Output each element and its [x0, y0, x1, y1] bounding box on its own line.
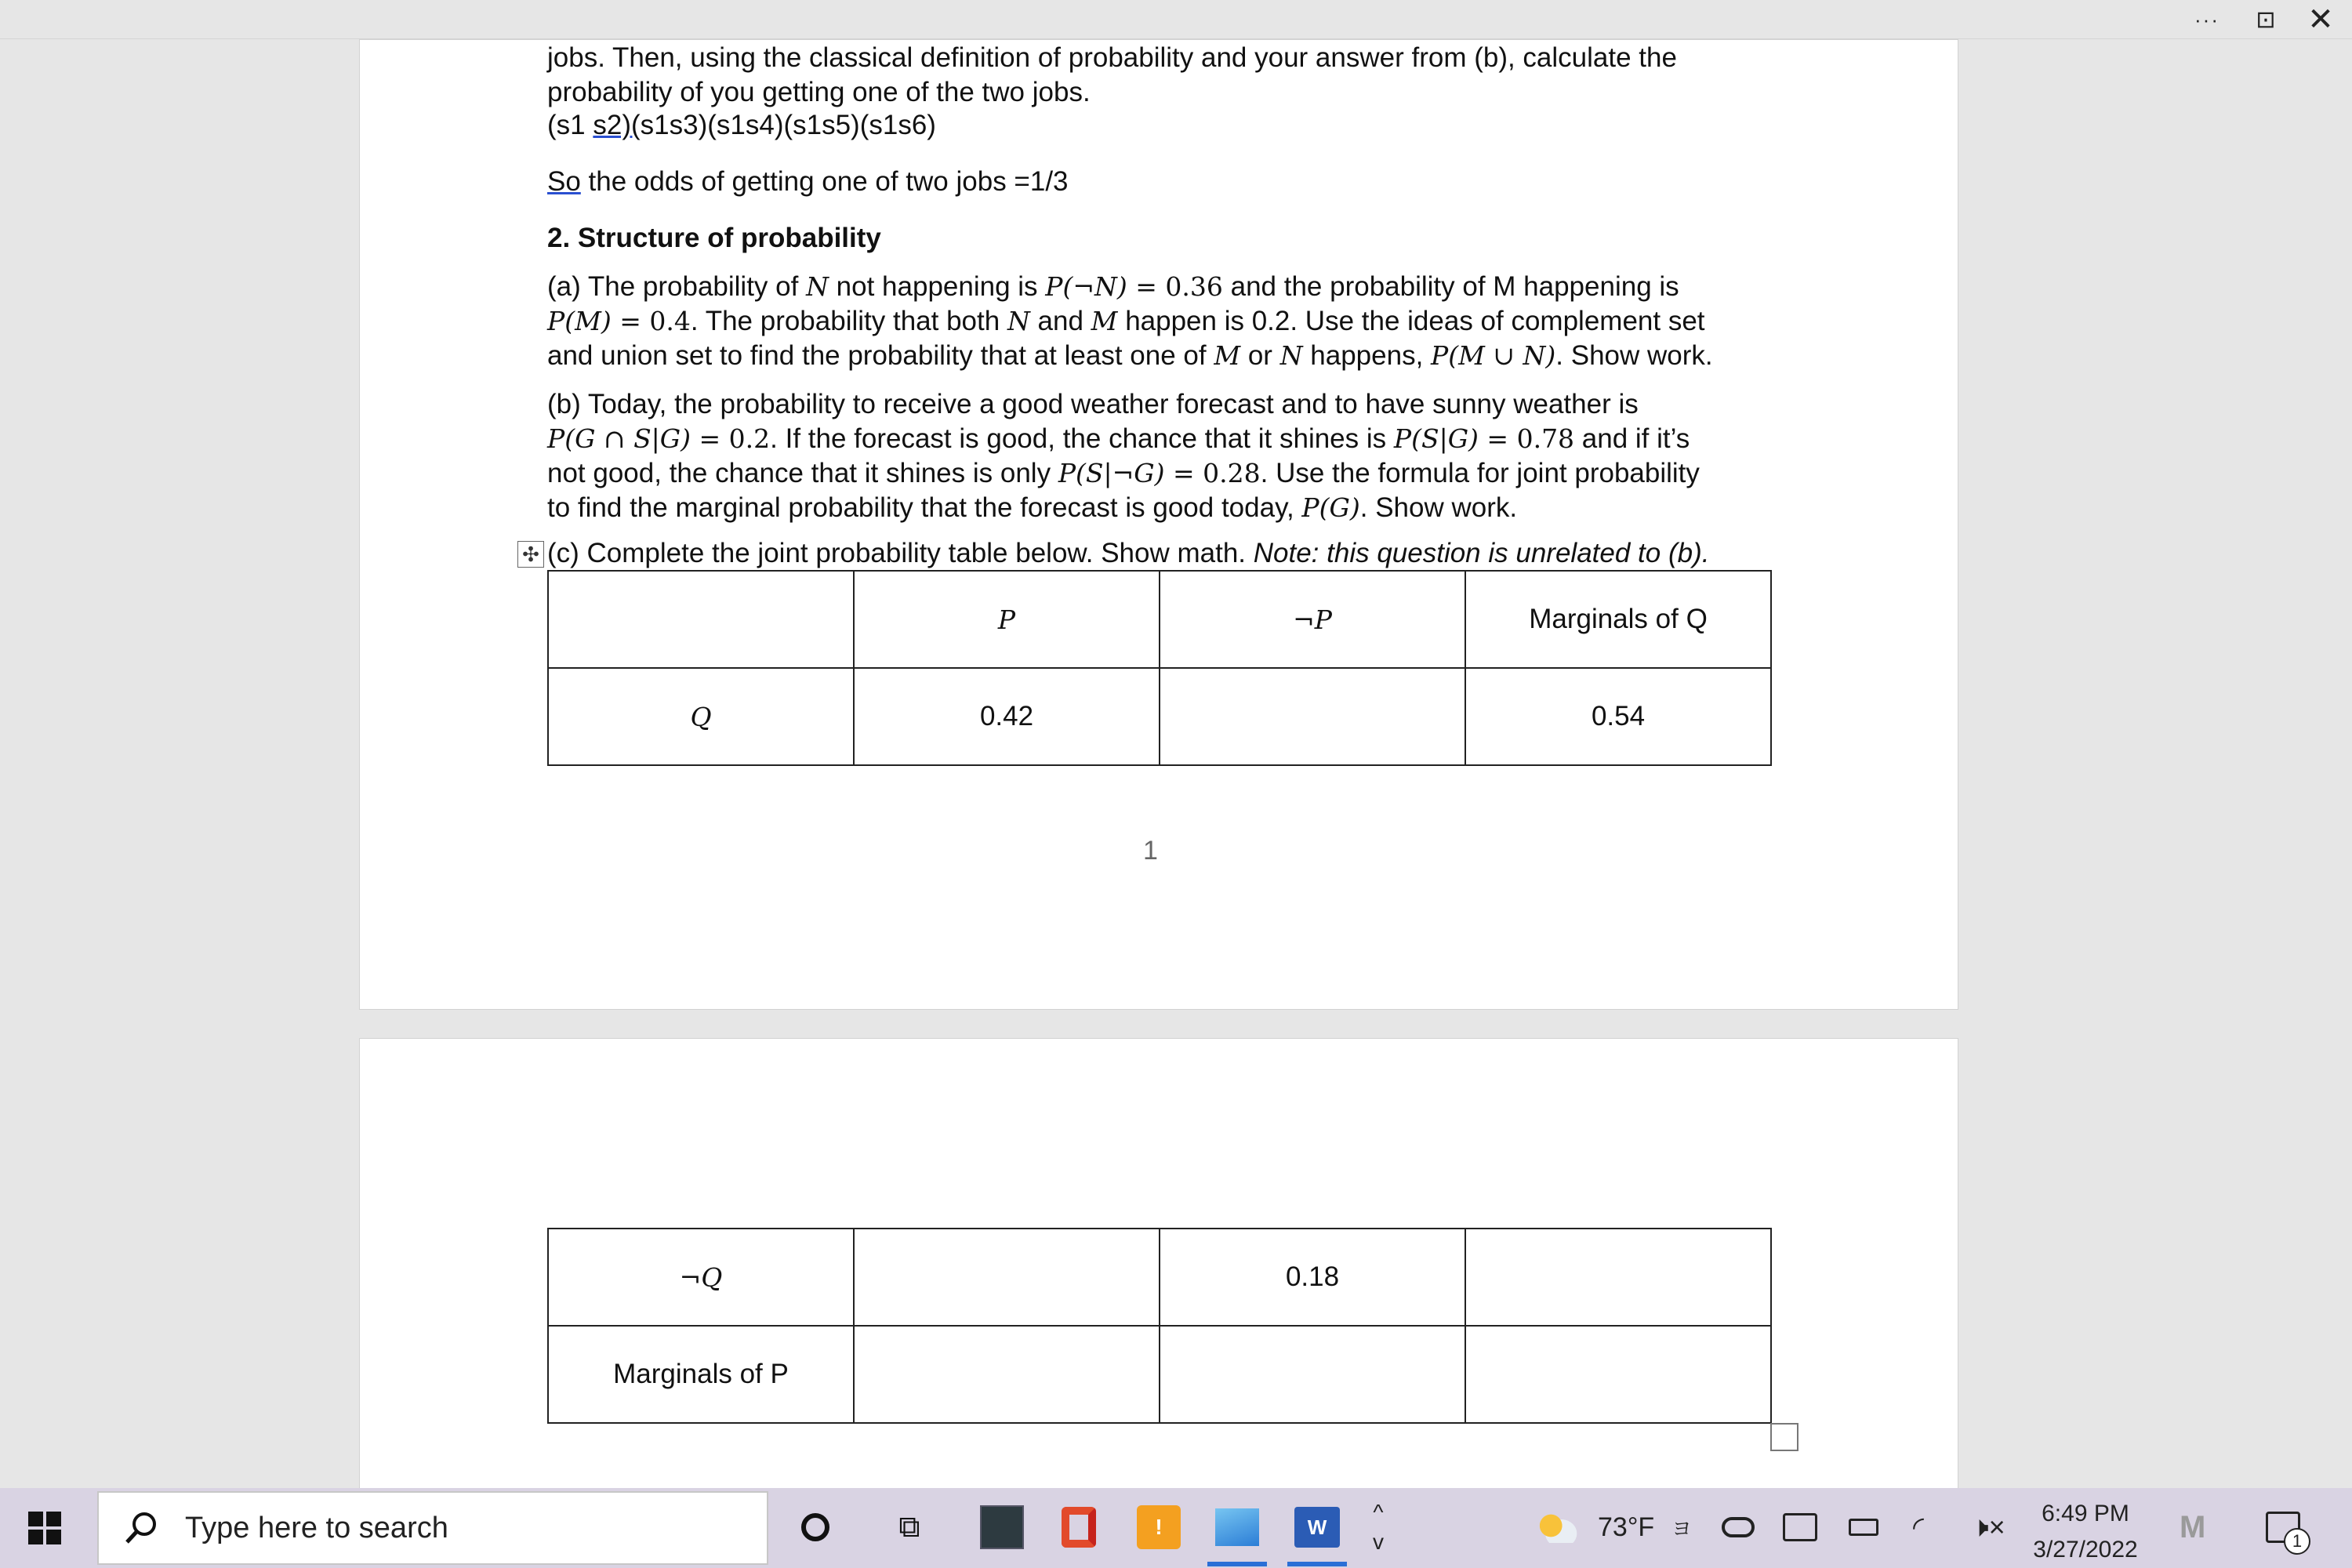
- task-view-icon[interactable]: ⧉: [898, 1510, 920, 1544]
- ime-icon[interactable]: ヨ: [1671, 1516, 1693, 1541]
- table-row-label-marginals-p[interactable]: Marginals of P: [548, 1326, 854, 1423]
- table-move-handle-icon[interactable]: ✣: [517, 541, 544, 568]
- ellipsis-icon[interactable]: ···: [2194, 7, 2220, 31]
- section-heading: 2. Structure of probability: [547, 223, 881, 253]
- search-icon: [124, 1511, 158, 1545]
- chevron-down-icon[interactable]: v: [1373, 1530, 1384, 1554]
- clock[interactable]: [2023, 1496, 2148, 1568]
- windows-start-icon[interactable]: [28, 1512, 61, 1544]
- word-icon[interactable]: W: [1294, 1504, 1341, 1551]
- table-cell[interactable]: [1160, 1326, 1465, 1423]
- table-header-not-p[interactable]: ¬P: [1160, 571, 1465, 668]
- q1-line-2: probability of you getting one of the two jobs.: [547, 77, 1091, 107]
- onedrive-icon[interactable]: [1722, 1504, 1755, 1551]
- table-header-marginals-q[interactable]: Marginals of Q: [1465, 571, 1771, 668]
- clock-time: 6:49 PM: [2042, 1501, 2129, 1526]
- app-icon[interactable]: [978, 1504, 1025, 1551]
- part-a-line-2: P(M) = 0.4. The probability that both N and M happen is 0.2. Use the ideas of complement set: [547, 306, 1705, 336]
- battery-icon[interactable]: [1849, 1504, 1878, 1551]
- close-icon[interactable]: ✕: [2307, 2, 2334, 37]
- q1-line-3: (s1 s2)(s1s3)(s1s4)(s1s5)(s1s6): [547, 110, 936, 140]
- search-placeholder: Type here to search: [185, 1511, 448, 1544]
- table-cell[interactable]: 0.18: [1160, 1229, 1465, 1326]
- table-resize-handle[interactable]: [1770, 1423, 1798, 1451]
- window-titlebar: [0, 0, 2352, 39]
- part-b-line-1: (b) Today, the probability to receive a good weather forecast and to have sunny weather is: [547, 389, 1639, 419]
- joint-probability-table-part-1: [547, 570, 1772, 766]
- table-row: [548, 1229, 1771, 1326]
- page-number: 1: [1143, 836, 1158, 866]
- table-row-label-not-q[interactable]: ¬Q: [548, 1229, 854, 1326]
- device-icon[interactable]: [1783, 1504, 1817, 1551]
- table-cell[interactable]: [854, 1229, 1160, 1326]
- chevron-up-icon[interactable]: ^: [1373, 1500, 1384, 1524]
- table-cell[interactable]: [548, 571, 854, 668]
- table-row: [548, 668, 1771, 765]
- active-indicator: [1287, 1562, 1347, 1566]
- active-indicator: [1207, 1562, 1267, 1566]
- restore-icon[interactable]: ⊡: [2256, 6, 2276, 33]
- clock-date: 3/27/2022: [2033, 1537, 2138, 1563]
- photos-icon[interactable]: [1214, 1504, 1261, 1551]
- cortana-icon[interactable]: [792, 1504, 839, 1551]
- table-row: [548, 1326, 1771, 1423]
- wifi-icon[interactable]: ◜: [1913, 1511, 1924, 1543]
- answer-line: So the odds of getting one of two jobs =1/3: [547, 166, 1069, 197]
- part-b-line-4: to find the marginal probability that the forecast is good today, P(G). Show work.: [547, 492, 1518, 523]
- table-row-label-q[interactable]: Q: [548, 668, 854, 765]
- table-header-p[interactable]: P: [854, 571, 1160, 668]
- part-b-line-2: P(G ∩ S|G) = 0.2. If the forecast is good, the chance that it shines is P(S|G) = 0.78 and if it’s: [547, 423, 1690, 454]
- volume-muted-icon[interactable]: 🕨×: [1971, 1510, 2005, 1543]
- notification-count: 1: [2284, 1528, 2310, 1555]
- search-box[interactable]: [97, 1491, 768, 1565]
- table-cell[interactable]: 0.42: [854, 668, 1160, 765]
- taskbar-scroll[interactable]: [1363, 1497, 1394, 1560]
- office-icon[interactable]: [1055, 1504, 1102, 1551]
- part-a-line-1: (a) The probability of N not happening is P(¬N) = 0.36 and the probability of M happening is: [547, 271, 1679, 302]
- notification-icon[interactable]: [2266, 1504, 2303, 1551]
- gmail-icon[interactable]: M: [2180, 1509, 2206, 1544]
- temperature[interactable]: 73°F: [1598, 1512, 1655, 1542]
- table-cell[interactable]: [854, 1326, 1160, 1423]
- part-b-line-3: not good, the chance that it shines is only P(S|¬G) = 0.28. Use the formula for joint probability: [547, 458, 1700, 488]
- part-a-line-3: and union set to find the probability that at least one of M or N happens, P(M ∪ N). Show work.: [547, 340, 1713, 371]
- q1-line-1: jobs. Then, using the classical definition of probability and your answer from (b), calculate the: [547, 42, 1677, 73]
- table-cell[interactable]: [1465, 1229, 1771, 1326]
- table-cell[interactable]: [1465, 1326, 1771, 1423]
- app-icon[interactable]: !: [1135, 1504, 1182, 1551]
- part-c-line: (c) Complete the joint probability table below. Show math. Note: this question is unrelated to (b).: [547, 538, 1710, 568]
- taskbar: [0, 1488, 2352, 1568]
- table-cell[interactable]: [1160, 668, 1465, 765]
- joint-probability-table-part-2: [547, 1228, 1772, 1424]
- weather-icon[interactable]: [1537, 1504, 1584, 1551]
- table-cell[interactable]: 0.54: [1465, 668, 1771, 765]
- table-row: [548, 571, 1771, 668]
